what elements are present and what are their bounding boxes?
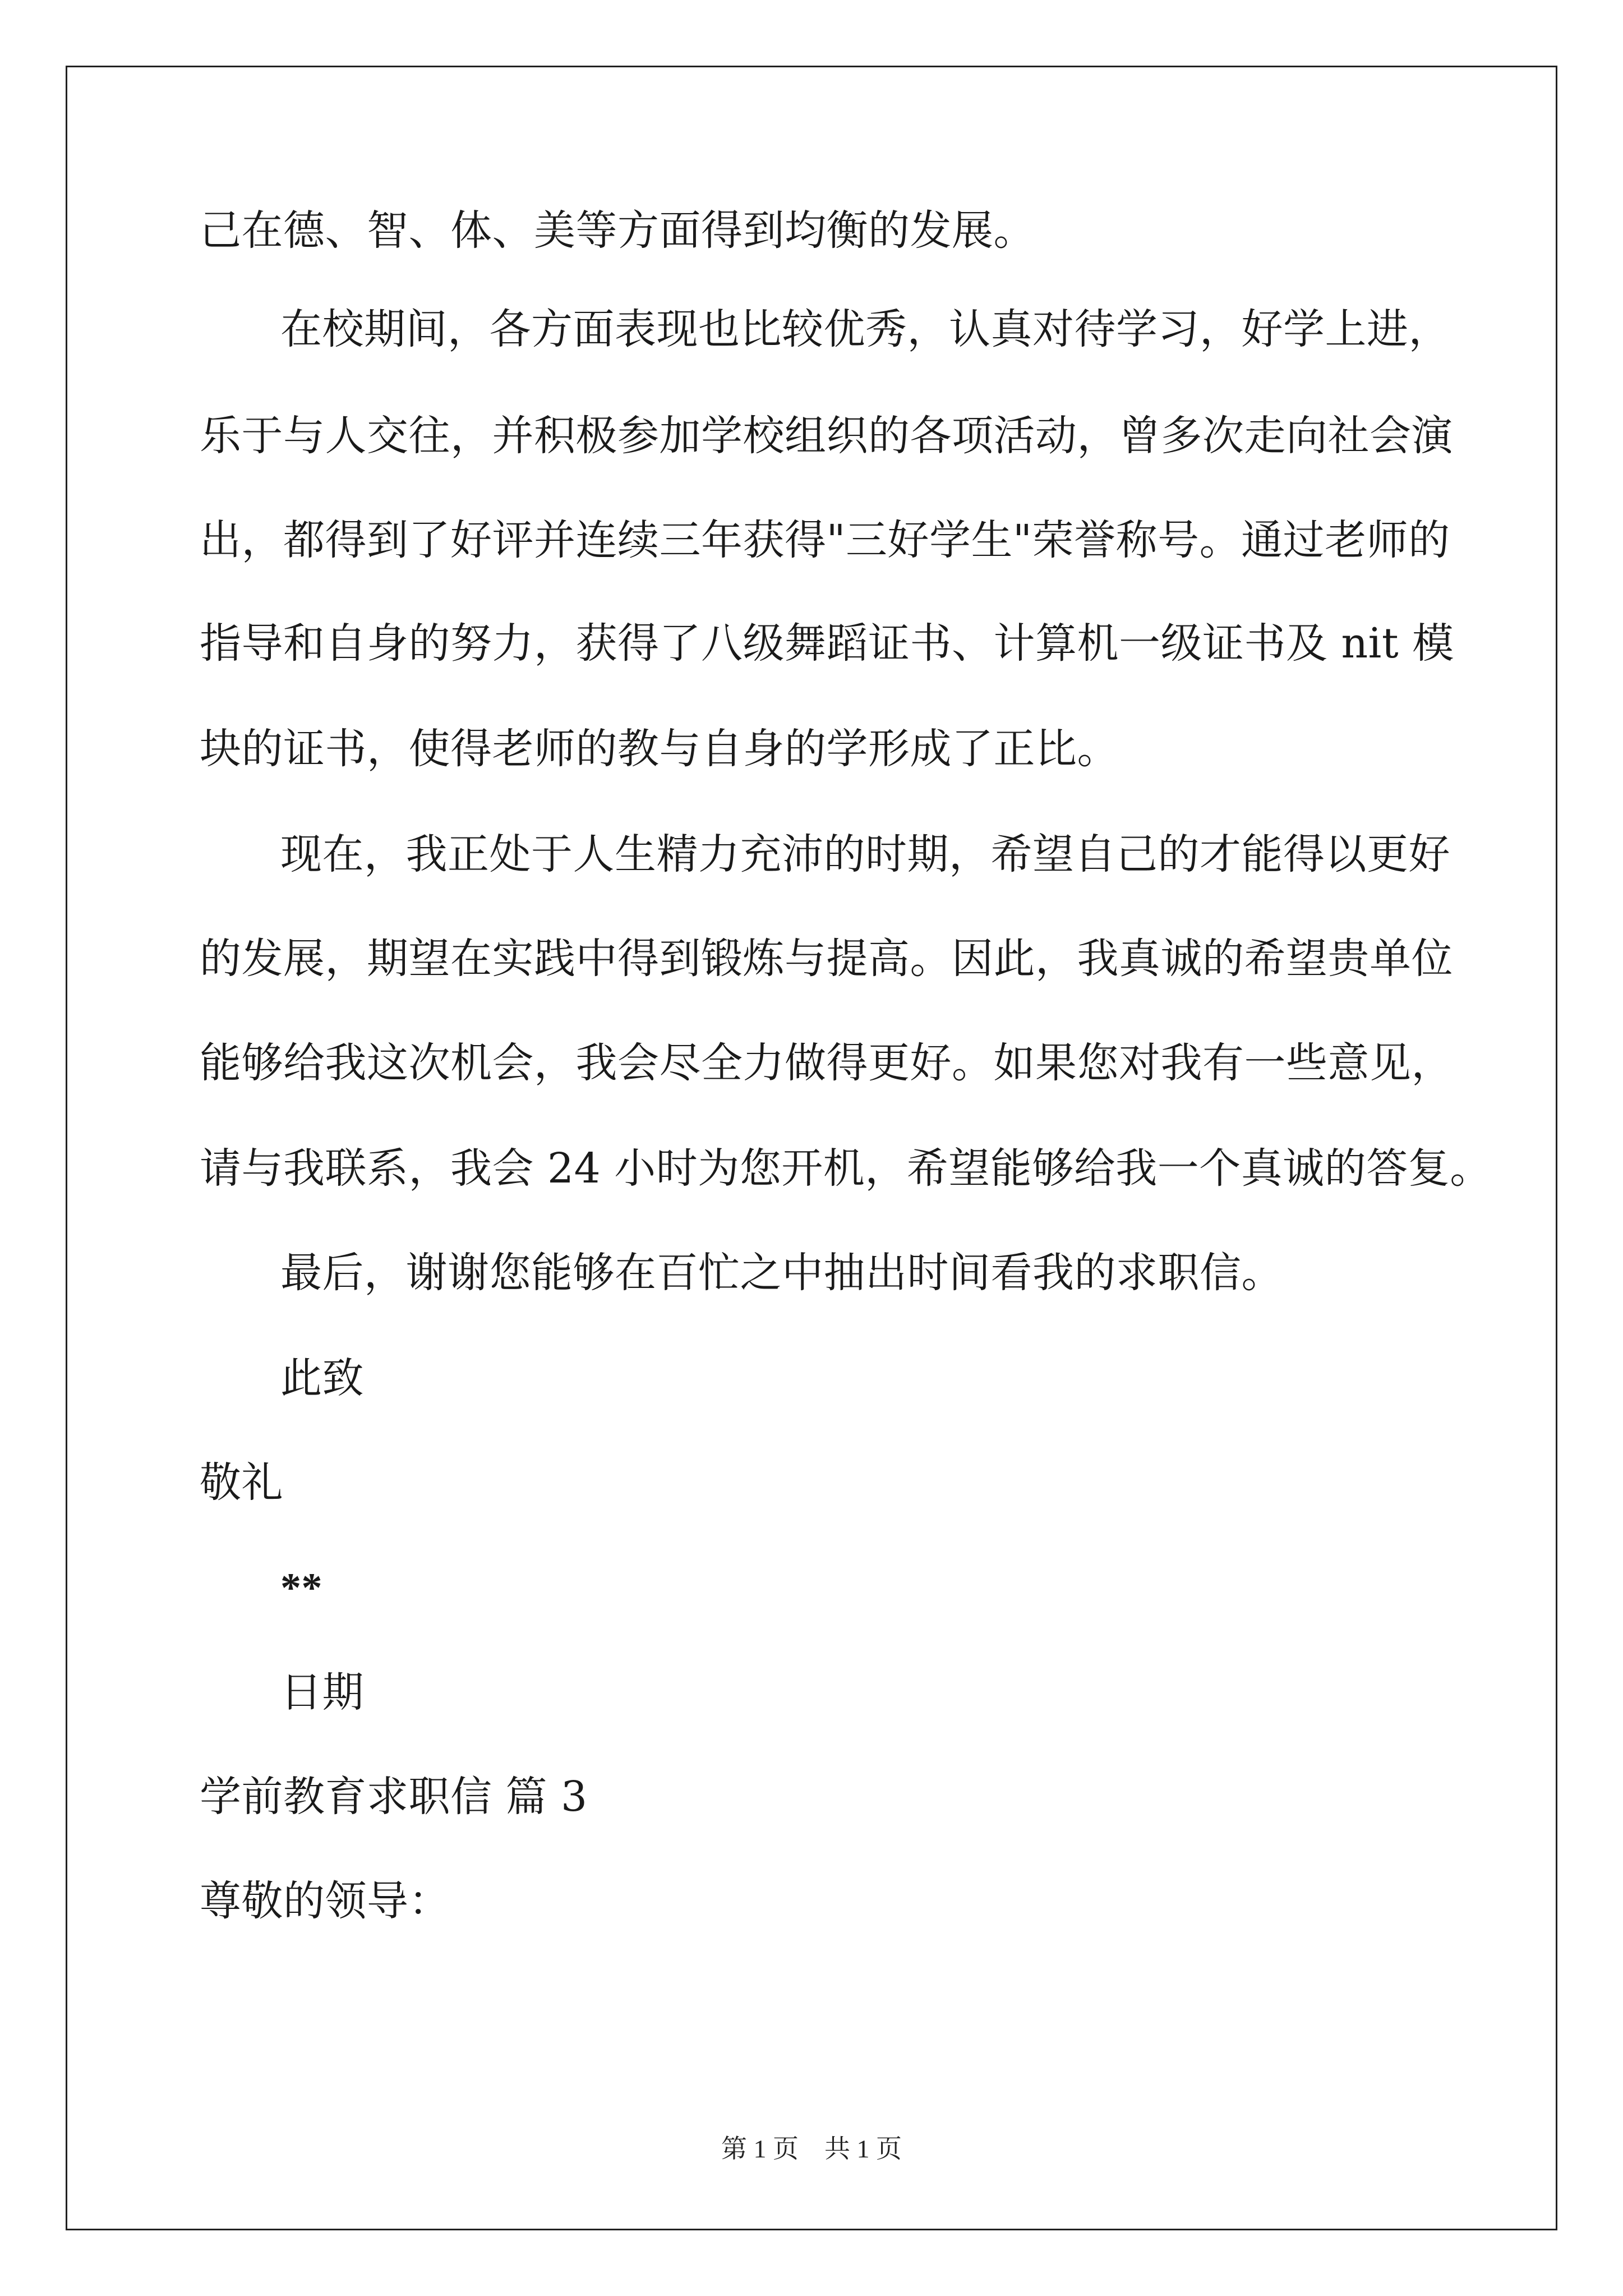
text-line: 己在德、智、体、美等方面得到均衡的发展。 xyxy=(200,206,1035,255)
text-line: 出，都得到了好评并连续三年获得"三好学生"荣誉称号。通过老师的 xyxy=(200,516,1450,564)
greeting: 尊敬的领导： xyxy=(200,1877,450,1925)
text-line: 现在，我正处于人生精力充沛的时期，希望自己的才能得以更好 xyxy=(280,830,1450,878)
text-line: 的发展，期望在实践中得到锻炼与提高。因此，我真诚的希望贵单位 xyxy=(200,935,1453,983)
text-line: 能够给我这次机会，我会尽全力做得更好。如果您对我有一些意见， xyxy=(200,1039,1453,1087)
text-line: 块的证书，使得老师的教与自身的学形成了正比。 xyxy=(200,725,1119,773)
text-line: 最后，谢谢您能够在百忙之中抽出时间看我的求职信。 xyxy=(280,1249,1283,1297)
text-line: 指导和自身的努力，获得了八级舞蹈证书、计算机一级证书及 nit 模 xyxy=(200,619,1454,668)
signature-date: 日期 xyxy=(280,1668,364,1717)
text-line: 请与我联系，我会 24 小时为您开机，希望能够给我一个真诚的答复。 xyxy=(200,1144,1492,1193)
closing-salutation: 此致 xyxy=(280,1354,364,1402)
closing-respect: 敬礼 xyxy=(200,1458,283,1507)
section-heading: 学前教育求职信 篇 3 xyxy=(200,1773,588,1821)
page-footer: 第 1 页 共 1 页 xyxy=(721,2134,902,2163)
signature-name: ** xyxy=(280,1565,322,1611)
text-line: 在校期间，各方面表现也比较优秀，认真对待学习，好学上进， xyxy=(280,305,1450,353)
text-line: 乐于与人交往，并积极参加学校组织的各项活动，曾多次走向社会演 xyxy=(200,412,1453,460)
